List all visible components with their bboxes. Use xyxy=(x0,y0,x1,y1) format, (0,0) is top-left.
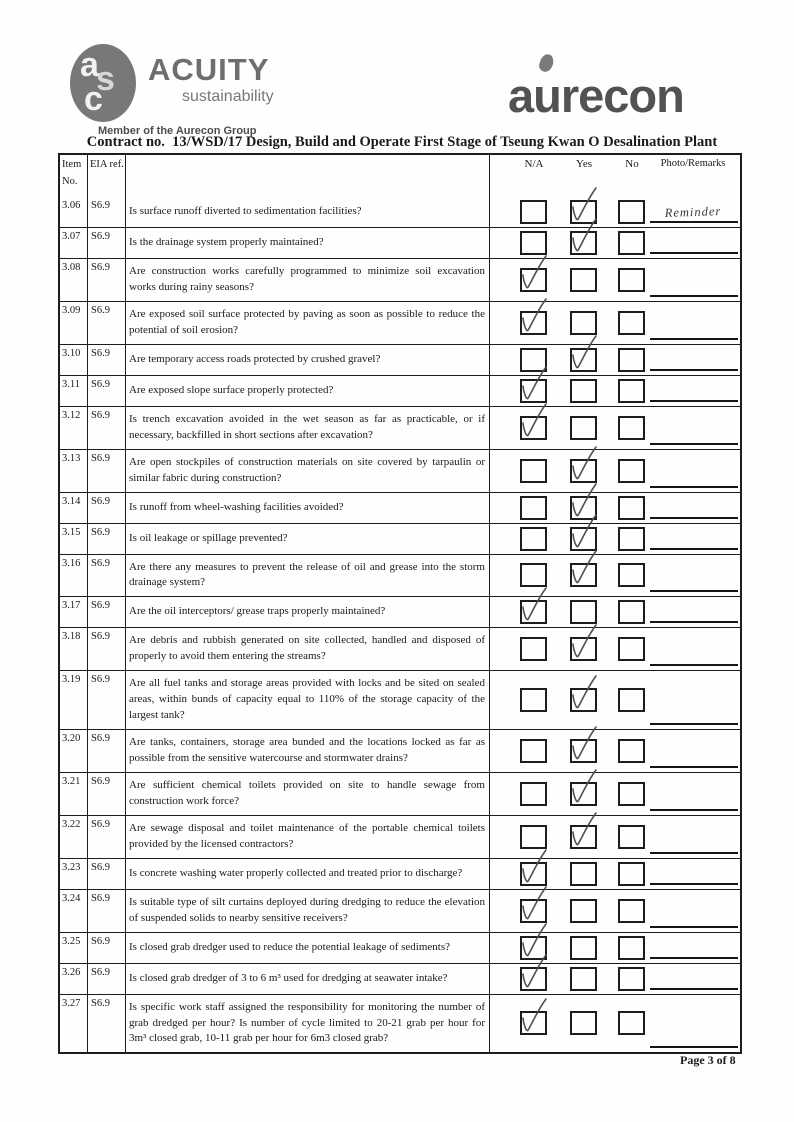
header-item-line1: Item xyxy=(62,159,82,170)
eia-ref: S6.9 xyxy=(88,671,126,729)
checkbox-no[interactable] xyxy=(618,688,645,712)
column-header-question xyxy=(126,155,490,197)
header-item-line2: No. xyxy=(62,175,78,187)
remark-line xyxy=(650,621,738,623)
column-header-yes: Yes xyxy=(575,158,592,170)
checkbox-no[interactable] xyxy=(618,899,645,923)
checkbox-yes[interactable] xyxy=(570,936,597,960)
column-header-na: N/A xyxy=(524,158,544,170)
remark-line xyxy=(650,338,738,340)
question-text: Are construction works carefully programmed to minimize soil excavation works during rainy seasons? xyxy=(126,259,490,301)
eia-ref: S6.9 xyxy=(88,493,126,523)
checkbox-na[interactable] xyxy=(520,688,547,712)
remark-line xyxy=(650,252,738,254)
checkbox-na[interactable] xyxy=(520,200,547,224)
table-row xyxy=(60,994,740,1053)
eia-ref: S6.9 xyxy=(88,524,126,554)
checkbox-yes[interactable] xyxy=(570,563,597,587)
question-text: Is suitable type of silt curtains deployed during dredging to reduce the elevation of suspended solids to nearby sensitive receivers? xyxy=(126,890,490,932)
answer-cell xyxy=(490,859,740,889)
checkbox-yes[interactable] xyxy=(570,496,597,520)
table-row xyxy=(60,227,740,258)
question-text: Is surface runoff diverted to sedimentation facilities? xyxy=(126,197,490,227)
remark-line xyxy=(650,664,738,666)
checkbox-no[interactable] xyxy=(618,268,645,292)
checkbox-no[interactable] xyxy=(618,782,645,806)
answer-cell xyxy=(490,933,740,963)
answer-cell xyxy=(490,228,740,258)
checkbox-na[interactable] xyxy=(520,496,547,520)
checkbox-no[interactable] xyxy=(618,825,645,849)
question-text: Is closed grab dredger of 3 to 6 m³ used for dredging at seawater intake? xyxy=(126,964,490,994)
table-body xyxy=(60,197,740,1052)
checkbox-yes[interactable] xyxy=(570,231,597,255)
eia-ref: S6.9 xyxy=(88,450,126,492)
table-row xyxy=(60,963,740,994)
checkbox-no[interactable] xyxy=(618,200,645,224)
eia-ref: S6.9 xyxy=(88,228,126,258)
question-text: Is closed grab dredger used to reduce the potential leakage of sediments? xyxy=(126,933,490,963)
checkbox-na[interactable] xyxy=(520,311,547,335)
remark-line xyxy=(650,852,738,854)
eia-ref: S6.9 xyxy=(88,816,126,858)
page-title: Contract no. 13/WSD/17 Design, Build and Operate First Stage of Tseung Kwan O Desalination Plant xyxy=(86,134,718,150)
answer-cell xyxy=(490,493,740,523)
table-row xyxy=(60,375,740,406)
checkbox-no[interactable] xyxy=(618,739,645,763)
monogram-letter: a xyxy=(80,46,99,84)
checkbox-yes[interactable] xyxy=(570,600,597,624)
remark-line xyxy=(650,400,738,402)
page-number: Page 3 of 8 xyxy=(680,1053,736,1067)
question-text: Are sewage disposal and toilet maintenance of the portable chemical toilets provided by the licensed contractors? xyxy=(126,816,490,858)
item-no: 3.07 xyxy=(60,228,88,258)
item-no: 3.12 xyxy=(60,407,88,449)
eia-ref: S6.9 xyxy=(88,376,126,406)
checkbox-no[interactable] xyxy=(618,600,645,624)
checkbox-no[interactable] xyxy=(618,637,645,661)
checkbox-yes[interactable] xyxy=(570,527,597,551)
eia-ref: S6.9 xyxy=(88,730,126,772)
acuity-wordmark: ACUITY xyxy=(148,52,270,87)
remark-line xyxy=(650,957,738,959)
answer-cell xyxy=(490,197,740,227)
answer-cell xyxy=(490,964,740,994)
table-row xyxy=(60,554,740,597)
table-header-row xyxy=(60,155,740,197)
eia-ref: S6.9 xyxy=(88,197,126,227)
question-text: Is oil leakage or spillage prevented? xyxy=(126,524,490,554)
answer-cell xyxy=(490,524,740,554)
table-row xyxy=(60,344,740,375)
table-row xyxy=(60,596,740,627)
table-row xyxy=(60,523,740,554)
item-no: 3.17 xyxy=(60,597,88,627)
table-row xyxy=(60,858,740,889)
eia-ref: S6.9 xyxy=(88,259,126,301)
checkbox-yes[interactable] xyxy=(570,899,597,923)
item-no: 3.26 xyxy=(60,964,88,994)
answer-cell xyxy=(490,302,740,344)
eia-ref: S6.9 xyxy=(88,555,126,597)
eia-ref: S6.9 xyxy=(88,628,126,670)
checkbox-yes[interactable] xyxy=(570,268,597,292)
answer-cell xyxy=(490,995,740,1053)
table-row xyxy=(60,772,740,815)
item-no: 3.20 xyxy=(60,730,88,772)
table-row xyxy=(60,406,740,449)
checkbox-yes[interactable] xyxy=(570,688,597,712)
question-text: Are exposed slope surface properly protected? xyxy=(126,376,490,406)
eia-ref: S6.9 xyxy=(88,995,126,1053)
checkbox-na[interactable] xyxy=(520,459,547,483)
item-no: 3.09 xyxy=(60,302,88,344)
item-no: 3.22 xyxy=(60,816,88,858)
remark-line xyxy=(650,548,738,550)
remark-line xyxy=(650,809,738,811)
remark-line xyxy=(650,369,738,371)
remark-line xyxy=(650,486,738,488)
checkbox-no[interactable] xyxy=(618,967,645,991)
answer-cell xyxy=(490,597,740,627)
eia-ref: S6.9 xyxy=(88,890,126,932)
remark-line xyxy=(650,517,738,519)
eia-ref: S6.9 xyxy=(88,597,126,627)
answer-cell xyxy=(490,671,740,729)
checkbox-no[interactable] xyxy=(618,416,645,440)
remark-line xyxy=(650,295,738,297)
column-header-no: No xyxy=(625,158,639,170)
checkbox-yes[interactable] xyxy=(570,379,597,403)
checkbox-yes[interactable] xyxy=(570,1011,597,1035)
question-text: Are sufficient chemical toilets provided on site to handle sewage from construction work force? xyxy=(126,773,490,815)
item-no: 3.08 xyxy=(60,259,88,301)
item-no: 3.25 xyxy=(60,933,88,963)
checkbox-na[interactable] xyxy=(520,563,547,587)
page-header xyxy=(58,42,744,137)
question-text: Are tanks, containers, storage area bunded and the locations locked as far as possible from the sensitive watercourse and stormwater drains? xyxy=(126,730,490,772)
checkbox-na[interactable] xyxy=(520,231,547,255)
item-no: 3.21 xyxy=(60,773,88,815)
question-text: Is runoff from wheel-washing facilities avoided? xyxy=(126,493,490,523)
item-no: 3.16 xyxy=(60,555,88,597)
remark-line xyxy=(650,443,738,445)
checkbox-no[interactable] xyxy=(618,459,645,483)
checklist-table xyxy=(58,153,742,1054)
item-no: 3.18 xyxy=(60,628,88,670)
question-text: Are the oil interceptors/ grease traps properly maintained? xyxy=(126,597,490,627)
checkbox-no[interactable] xyxy=(618,563,645,587)
question-text: Is specific work staff assigned the responsibility for monitoring the number of grab dredged per hour? Is number of cycle limited to 20-21 grab per hour for 3m³ closed grab, 10-11 grab per hour for 6m3 closed grab? xyxy=(126,995,490,1053)
checkbox-no[interactable] xyxy=(618,348,645,372)
item-no: 3.11 xyxy=(60,376,88,406)
table-row xyxy=(60,492,740,523)
eia-ref: S6.9 xyxy=(88,933,126,963)
checkbox-yes[interactable] xyxy=(570,862,597,886)
table-row xyxy=(60,889,740,932)
eia-ref: S6.9 xyxy=(88,345,126,375)
checkbox-yes[interactable] xyxy=(570,311,597,335)
question-text: Are temporary access roads protected by crushed gravel? xyxy=(126,345,490,375)
checkbox-na[interactable] xyxy=(520,268,547,292)
aurecon-logo xyxy=(508,56,738,122)
checkbox-yes[interactable] xyxy=(570,459,597,483)
remark-text: Reminder xyxy=(664,204,722,220)
table-row xyxy=(60,197,740,227)
acuity-member-text: Member of the Aurecon Group xyxy=(98,125,257,137)
acuity-tagline: sustainability xyxy=(182,88,274,105)
eia-ref: S6.9 xyxy=(88,302,126,344)
answer-cell xyxy=(490,773,740,815)
item-no: 3.23 xyxy=(60,859,88,889)
checkbox-yes[interactable] xyxy=(570,967,597,991)
item-no: 3.10 xyxy=(60,345,88,375)
answer-cell xyxy=(490,376,740,406)
checkbox-yes[interactable] xyxy=(570,200,597,224)
eia-ref: S6.9 xyxy=(88,407,126,449)
checkbox-na[interactable] xyxy=(520,637,547,661)
checkbox-na[interactable] xyxy=(520,862,547,886)
question-text: Are open stockpiles of construction materials on site covered by tarpaulin or similar fabric during construction? xyxy=(126,450,490,492)
answer-cell xyxy=(490,628,740,670)
remark-line xyxy=(650,926,738,928)
checkbox-na[interactable] xyxy=(520,936,547,960)
item-no: 3.19 xyxy=(60,671,88,729)
question-text: Is the drainage system properly maintained? xyxy=(126,228,490,258)
answer-cell xyxy=(490,259,740,301)
eia-ref: S6.9 xyxy=(88,964,126,994)
item-no: 3.27 xyxy=(60,995,88,1053)
checkbox-na[interactable] xyxy=(520,967,547,991)
checkbox-no[interactable] xyxy=(618,311,645,335)
answer-cell xyxy=(490,816,740,858)
checkbox-na[interactable] xyxy=(520,825,547,849)
question-text: Is trench excavation avoided in the wet season as far as practicable, or if necessary, backfilled in short sections after excavation? xyxy=(126,407,490,449)
checkbox-yes[interactable] xyxy=(570,825,597,849)
answer-cell xyxy=(490,730,740,772)
item-no: 3.06 xyxy=(60,197,88,227)
remark-line xyxy=(650,723,738,725)
checkbox-no[interactable] xyxy=(618,936,645,960)
checkbox-na[interactable] xyxy=(520,527,547,551)
answer-cell xyxy=(490,407,740,449)
checkbox-na[interactable] xyxy=(520,782,547,806)
checkbox-na[interactable] xyxy=(520,739,547,763)
checkbox-no[interactable] xyxy=(618,527,645,551)
checkbox-no[interactable] xyxy=(618,1011,645,1035)
item-no: 3.13 xyxy=(60,450,88,492)
table-row xyxy=(60,258,740,301)
question-text: Are debris and rubbish generated on site collected, handled and disposed of properly to avoid them entering the streams? xyxy=(126,628,490,670)
answer-cell xyxy=(490,345,740,375)
column-header-answers xyxy=(490,155,740,197)
table-row xyxy=(60,449,740,492)
table-row xyxy=(60,729,740,772)
remark-line xyxy=(650,1046,738,1048)
remark-line xyxy=(650,590,738,592)
table-row xyxy=(60,932,740,963)
checkbox-na[interactable] xyxy=(520,348,547,372)
checkbox-yes[interactable] xyxy=(570,416,597,440)
checkbox-na[interactable] xyxy=(520,600,547,624)
checkbox-yes[interactable] xyxy=(570,782,597,806)
checkbox-na[interactable] xyxy=(520,416,547,440)
remark-line xyxy=(650,883,738,885)
table-row xyxy=(60,815,740,858)
answer-cell xyxy=(490,555,740,597)
checkbox-no[interactable] xyxy=(618,379,645,403)
checkbox-yes[interactable] xyxy=(570,348,597,372)
column-header-remarks: Photo/Remarks xyxy=(660,158,726,169)
acuity-monogram-icon xyxy=(70,44,136,122)
checkbox-na[interactable] xyxy=(520,1011,547,1035)
checkbox-yes[interactable] xyxy=(570,637,597,661)
monogram-letter: c xyxy=(84,80,103,118)
monogram-letter: s xyxy=(96,60,115,98)
column-header-eia-ref: EIA ref. xyxy=(88,155,126,197)
checkbox-na[interactable] xyxy=(520,379,547,403)
answer-cell xyxy=(490,890,740,932)
answer-cell xyxy=(490,450,740,492)
remark-line xyxy=(650,221,738,223)
table-row xyxy=(60,301,740,344)
table-row xyxy=(60,670,740,729)
checkbox-no[interactable] xyxy=(618,496,645,520)
question-text: Is concrete washing water properly collected and treated prior to discharge? xyxy=(126,859,490,889)
checkbox-na[interactable] xyxy=(520,899,547,923)
question-text: Are all fuel tanks and storage areas provided with locks and be sited on sealed areas, within bunds of capacity equal to 110% of the storage capacity of the largest tank? xyxy=(126,671,490,729)
item-no: 3.24 xyxy=(60,890,88,932)
checkbox-yes[interactable] xyxy=(570,739,597,763)
table-row xyxy=(60,627,740,670)
item-no: 3.15 xyxy=(60,524,88,554)
remark-line xyxy=(650,766,738,768)
question-text: Are there any measures to prevent the release of oil and grease into the storm drainage system? xyxy=(126,555,490,597)
eia-ref: S6.9 xyxy=(88,859,126,889)
remark-line xyxy=(650,988,738,990)
question-text: Are exposed soil surface protected by paving as soon as possible to reduce the potential of soil erosion? xyxy=(126,302,490,344)
aurecon-wordmark: aurecon xyxy=(508,69,684,122)
column-header-item-no xyxy=(60,155,88,197)
item-no: 3.14 xyxy=(60,493,88,523)
eia-ref: S6.9 xyxy=(88,773,126,815)
checkbox-no[interactable] xyxy=(618,231,645,255)
checkbox-no[interactable] xyxy=(618,862,645,886)
